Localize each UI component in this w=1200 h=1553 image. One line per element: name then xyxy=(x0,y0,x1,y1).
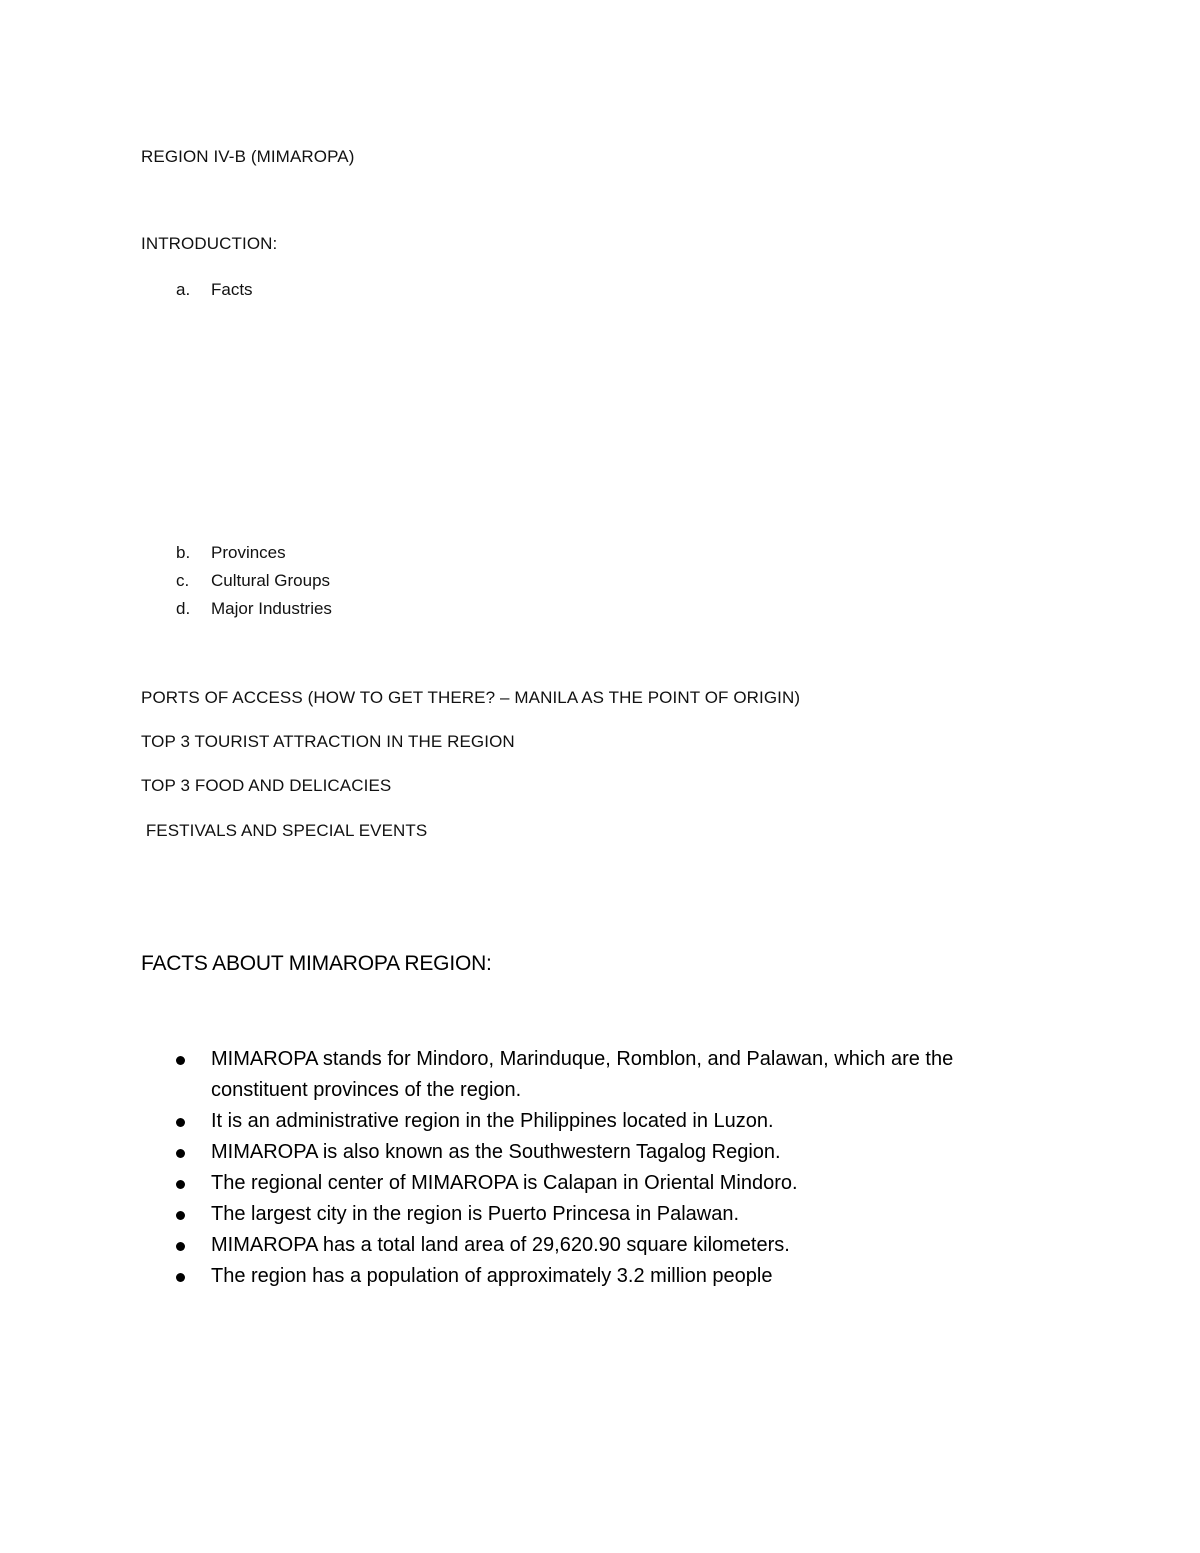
intro-item-label: Major Industries xyxy=(211,599,332,618)
fact-item xyxy=(141,1168,1041,1199)
fact-item xyxy=(141,1044,1041,1106)
bullet-icon xyxy=(176,1149,185,1158)
intro-item-marker: d. xyxy=(176,599,191,618)
intro-item-label: Cultural Groups xyxy=(211,571,331,590)
document-title: REGION IV-B (MIMAROPA) xyxy=(141,147,355,166)
fact-text: MIMAROPA stands for Mindoro, Marinduque, Romblon, and Palawan, which are the constituent provinces of the region. xyxy=(211,1048,954,1101)
fact-item xyxy=(141,1106,1041,1137)
fact-text: The region has a population of approximately 3.2 million people xyxy=(211,1265,773,1287)
intro-item-label: Provinces xyxy=(211,543,286,562)
section-festivals: FESTIVALS AND SPECIAL EVENTS xyxy=(141,821,428,840)
section-ports-of-access: PORTS OF ACCESS (HOW TO GET THERE? – MANILA AS THE POINT OF ORIGIN) xyxy=(141,688,801,707)
bullet-icon xyxy=(176,1180,185,1189)
introduction-heading: INTRODUCTION: xyxy=(141,234,278,253)
intro-item-marker: b. xyxy=(176,543,191,562)
fact-text: MIMAROPA is also known as the Southwestern Tagalog Region. xyxy=(211,1141,781,1163)
fact-item xyxy=(141,1261,1041,1292)
fact-item xyxy=(141,1230,1041,1261)
fact-item xyxy=(141,1137,1041,1168)
fact-text: It is an administrative region in the Philippines located in Luzon. xyxy=(211,1110,774,1132)
fact-text: The regional center of MIMAROPA is Calapan in Oriental Mindoro. xyxy=(211,1172,798,1194)
section-tourist-attraction: TOP 3 TOURIST ATTRACTION IN THE REGION xyxy=(141,732,515,751)
fact-text: MIMAROPA has a total land area of 29,620.90 square kilometers. xyxy=(211,1234,790,1256)
intro-item-marker: c. xyxy=(176,571,190,590)
bullet-icon xyxy=(176,1118,185,1127)
bullet-icon xyxy=(176,1273,185,1282)
bullet-icon xyxy=(176,1211,185,1220)
section-food-delicacies: TOP 3 FOOD AND DELICACIES xyxy=(141,776,392,795)
intro-item-label: Facts xyxy=(211,280,253,299)
bullet-icon xyxy=(176,1242,185,1251)
fact-item xyxy=(141,1199,1041,1230)
fact-text: The largest city in the region is Puerto Princesa in Palawan. xyxy=(211,1203,740,1225)
bullet-icon xyxy=(176,1056,185,1065)
facts-heading: FACTS ABOUT MIMAROPA REGION: xyxy=(141,952,492,975)
intro-item-marker: a. xyxy=(176,280,191,299)
facts-list xyxy=(141,1044,1041,1292)
